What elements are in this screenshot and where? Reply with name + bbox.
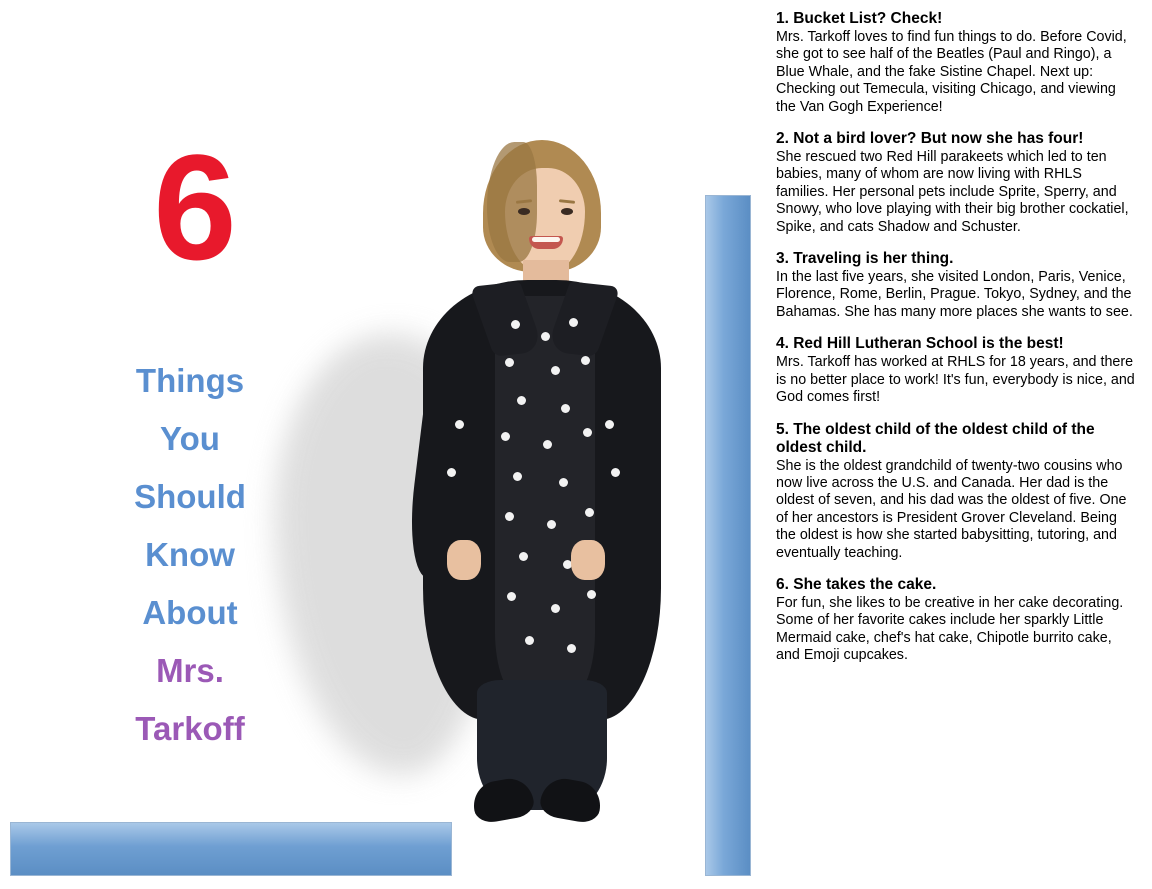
- fact-body: Mrs. Tarkoff has worked at RHLS for 18 years, and there is no better place to work! It's fun, everybody is nice, and God comes first!: [776, 354, 1135, 406]
- fact-title: 5. The oldest child of the oldest child of the oldest child.: [776, 420, 1095, 456]
- teeth: [532, 237, 560, 242]
- vertical-divider-bar: [705, 195, 751, 876]
- sleeve-dot: [447, 468, 456, 477]
- fact-title: 6. She takes the cake.: [776, 575, 937, 593]
- hand-right: [571, 540, 605, 580]
- hand-left: [447, 540, 481, 580]
- polka-dot-blouse: [495, 296, 595, 696]
- sleeve-dot: [605, 420, 614, 429]
- list-item: [776, 576, 1136, 665]
- blouse-dot: [507, 592, 516, 601]
- blouse-dot: [583, 428, 592, 437]
- subject-name-line-2: Tarkoff: [135, 710, 245, 747]
- list-item: [776, 130, 1136, 236]
- headline-line-5: About: [142, 594, 238, 631]
- eye-right: [561, 208, 573, 215]
- blouse-dot: [567, 644, 576, 653]
- fact-title: 2. Not a bird lover? But now she has four!: [776, 130, 1084, 148]
- fact-body: She is the oldest grandchild of twenty-two cousins who now live across the U.S. and Canada. Her dad is the oldest of seven, and his dad was the oldest of five. One of her ancestors is President Grover Cleveland. Being the oldest is how she started babysitting, tutoring, and eventually teaching.: [776, 457, 1127, 561]
- headline-line-4: Know: [145, 536, 235, 573]
- blouse-dot: [559, 478, 568, 487]
- portrait-photo: [255, 120, 725, 840]
- blouse-dot: [511, 320, 520, 329]
- blouse-dot: [513, 472, 522, 481]
- list-item: [776, 335, 1136, 406]
- blouse-dot: [505, 512, 514, 521]
- blouse-dot: [585, 508, 594, 517]
- person-figure: [355, 120, 685, 840]
- blouse-dot: [547, 520, 556, 529]
- blouse-dot: [501, 432, 510, 441]
- blouse-dot: [525, 636, 534, 645]
- fact-title: 4. Red Hill Lutheran School is the best!: [776, 335, 1064, 353]
- bottom-accent-bar: [10, 822, 452, 876]
- fact-body: Mrs. Tarkoff loves to find fun things to do. Before Covid, she got to see half of the Beatles (Paul and Ringo), a Blue Whale, and the fake Sistine Chapel. Next up: Checking out Temecula, visiting Chicago, and viewing the Van Gogh Experience!: [776, 29, 1127, 115]
- headline-line-2: You: [160, 420, 220, 457]
- blouse-dot: [505, 358, 514, 367]
- blouse-dot: [587, 590, 596, 599]
- list-item: [776, 250, 1136, 321]
- blouse-dot: [541, 332, 550, 341]
- big-number-6: 6: [153, 123, 235, 291]
- sleeve-dot: [455, 420, 464, 429]
- list-item: [776, 421, 1136, 562]
- headline-line-3: Should: [134, 478, 246, 515]
- fact-body: In the last five years, she visited London, Paris, Venice, Florence, Rome, Berlin, Prague. Tokyo, Sydney, and the Bahamas. She has many more places she wants to see.: [776, 269, 1133, 320]
- blouse-dot: [517, 396, 526, 405]
- fact-body: For fun, she likes to be creative in her cake decorating. Some of her favorite cakes include her sparkly Little Mermaid cake, chef's hat cake, Chipotle burrito cake, and Emoji cupcakes.: [776, 594, 1124, 664]
- sleeve-dot: [611, 468, 620, 477]
- headline-line-1: Things: [135, 362, 245, 399]
- blouse-dot: [561, 404, 570, 413]
- fact-title: 1. Bucket List? Check!: [776, 10, 943, 27]
- eye-left: [518, 208, 530, 215]
- blouse-dot: [543, 440, 552, 449]
- fact-body: She rescued two Red Hill parakeets which led to ten babies, many of whom are now living with RHLS families. Her personal pets include Sprite, Sperry, and Snowy, who love playing with their big brother cockatiel, Spike, and cats Shadow and Schuster.: [776, 149, 1129, 235]
- fact-title: 3. Traveling is her thing.: [776, 250, 954, 268]
- blouse-dot: [551, 604, 560, 613]
- facts-list: [776, 10, 1136, 679]
- subject-name-line-1: Mrs.: [156, 652, 224, 689]
- blouse-dot: [569, 318, 578, 327]
- blouse-dot: [551, 366, 560, 375]
- blouse-dot: [581, 356, 590, 365]
- blouse-dot: [519, 552, 528, 561]
- list-item: [776, 10, 1136, 116]
